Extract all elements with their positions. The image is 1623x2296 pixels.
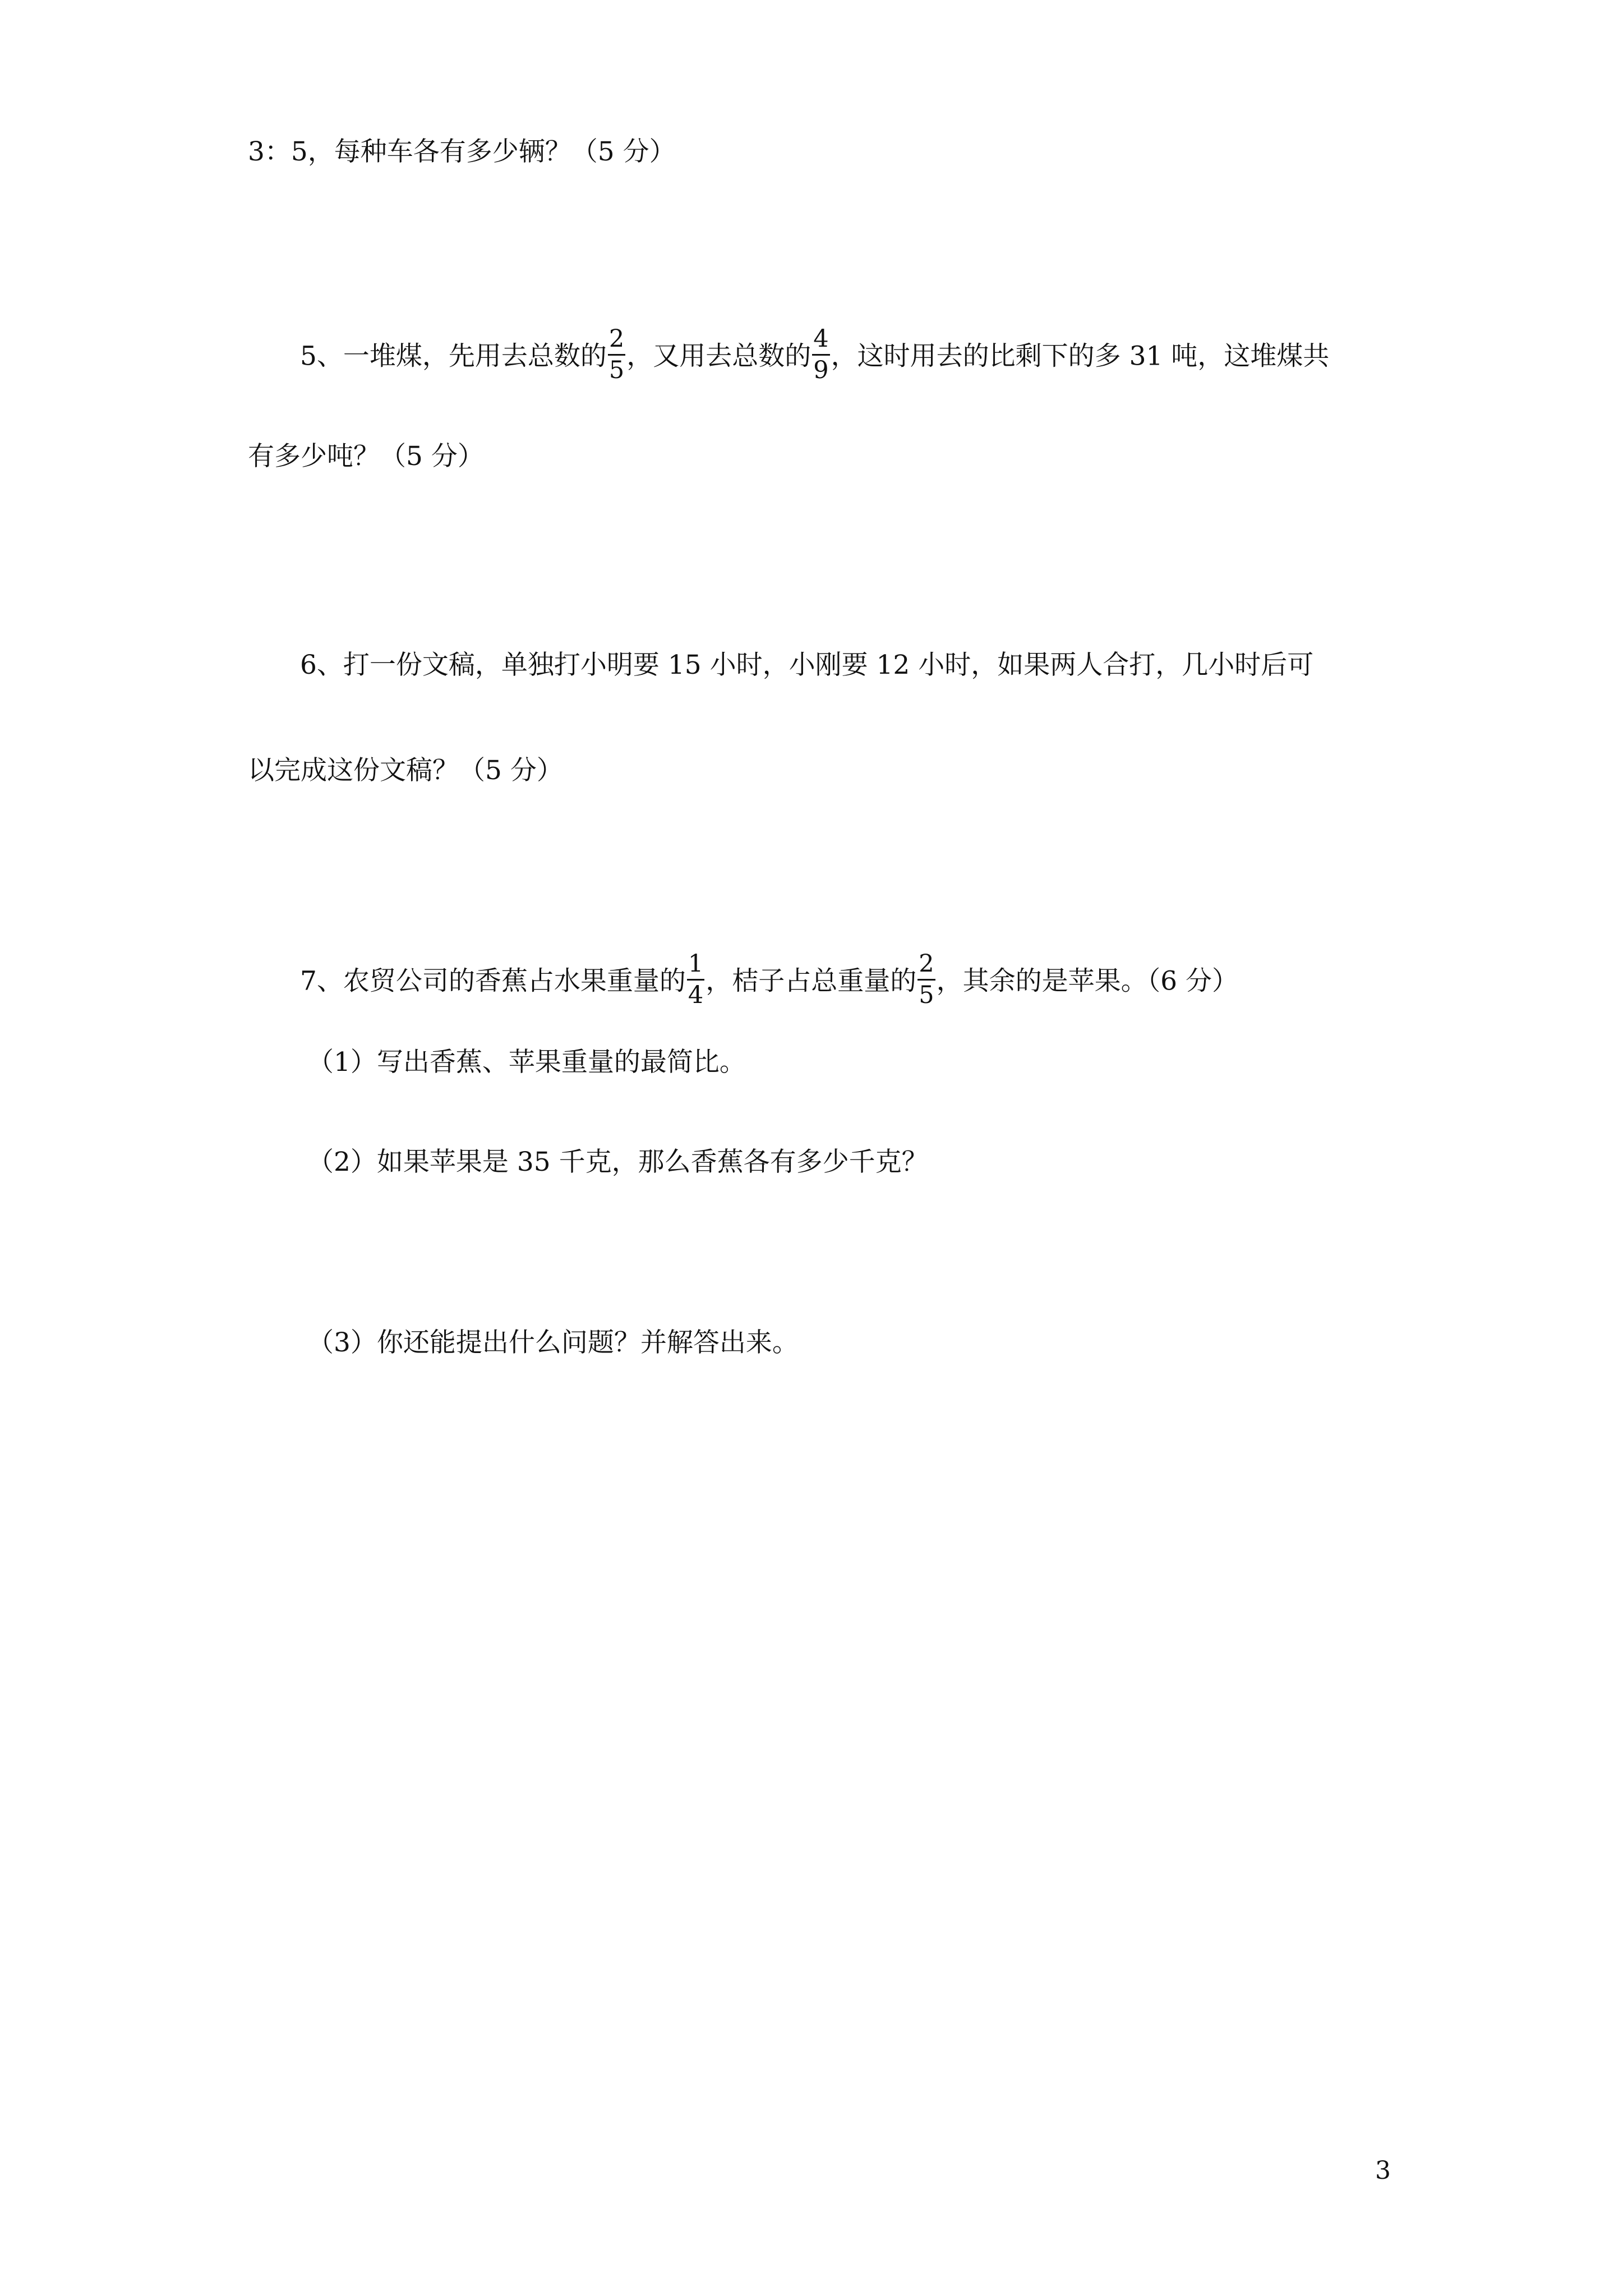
question-4-continuation: 3：5，每种车各有多少辆？（5 分） (248, 136, 676, 167)
fraction-denominator: 4 (688, 981, 704, 1010)
question-6-line-1: 6、打一份文稿，单独打小明要 15 小时，小刚要 12 小时，如果两人合打，几小时后可 (300, 650, 1314, 680)
question-5-line-1 (300, 325, 1330, 386)
question-5-text-part-2: ，又用去总数的 (626, 341, 811, 372)
fraction-four-ninths (812, 326, 829, 383)
fraction-two-fifths (917, 951, 935, 1008)
fraction-numerator: 2 (608, 326, 625, 356)
question-7-text-part-2: ，桔子占总重量的 (706, 965, 917, 997)
fraction-numerator: 1 (687, 951, 704, 981)
question-5-text-part-3: ，这时用去的比剩下的多 31 吨，这堆煤共 (831, 341, 1330, 372)
fraction-denominator: 9 (813, 356, 829, 385)
fraction-one-fourth (687, 951, 704, 1008)
fraction-numerator: 4 (812, 326, 829, 356)
question-7-subquestion-1: （1）写出香蕉、苹果重量的最简比。 (307, 1047, 746, 1078)
fraction-denominator: 5 (919, 981, 934, 1010)
question-7-subquestion-2: （2）如果苹果是 35 千克，那么香蕉各有多少千克？ (307, 1147, 928, 1177)
question-5-line-2: 有多少吨？（5 分） (248, 441, 484, 472)
page-number: 3 (1375, 2156, 1391, 2185)
fraction-denominator: 5 (608, 356, 625, 385)
question-5-text-part-1: 5、一堆煤，先用去总数的 (300, 341, 607, 372)
fraction-numerator: 2 (917, 951, 935, 981)
question-7-text-part-3: ，其余的是苹果。（6 分） (936, 965, 1238, 997)
question-6-line-2: 以完成这份文稿？（5 分） (248, 755, 563, 786)
question-7-subquestion-3: （3）你还能提出什么问题？并解答出来。 (307, 1327, 799, 1358)
fraction-two-fifths (608, 326, 625, 383)
question-7-line-1 (300, 950, 1238, 1011)
question-7-text-part-1: 7、农贸公司的香蕉占水果重量的 (300, 965, 686, 997)
